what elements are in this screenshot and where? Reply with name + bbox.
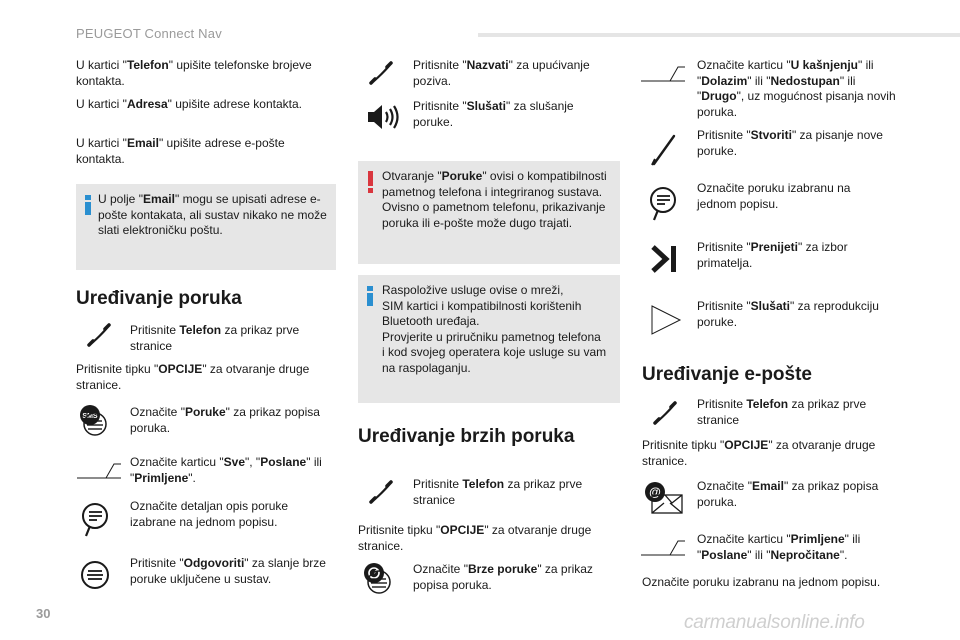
info-icon bbox=[84, 195, 93, 215]
step-call: Pritisnite "Nazvati" za upućivanje poziva. bbox=[413, 58, 590, 88]
step-play: Pritisnite "Slušati" za reprodukciju poruke. bbox=[697, 299, 879, 329]
svg-text:@: @ bbox=[649, 485, 661, 499]
step-reply: Pritisnite "Odgovoriti" za slanje brze poruke uključene u sustav. bbox=[130, 556, 326, 586]
info-box-services bbox=[358, 275, 620, 403]
warning-box-messages bbox=[358, 161, 620, 264]
page-number: 30 bbox=[36, 606, 51, 621]
paragraph-options-email: Pritisnite tipku "OPCIJE" za otvaranje druge stranice. bbox=[642, 438, 876, 468]
step-select-tab-late: Označite karticu "U kašnjenju" ili "Dolazim" ili "Nedostupan" ili "Drugo", uz mogućnost pisanja novih poruka. bbox=[697, 58, 896, 119]
step-create: Pritisnite "Stvoriti" za pisanje nove poruke. bbox=[697, 128, 883, 158]
message-detail-icon bbox=[648, 186, 678, 222]
header-rule bbox=[478, 33, 960, 37]
play-icon bbox=[650, 304, 682, 336]
speaker-icon bbox=[366, 103, 400, 131]
tab-outline-icon bbox=[76, 461, 122, 479]
step-select-message: Označite poruku izabranu na jednom popisu. bbox=[697, 181, 851, 211]
phone-handset-icon bbox=[86, 322, 112, 348]
header-title: PEUGEOT Connect Nav bbox=[76, 26, 222, 41]
svg-text:SMS: SMS bbox=[82, 413, 98, 420]
phone-handset-icon bbox=[368, 479, 394, 505]
step-select-tab-received: Označite karticu "Primljene" ili "Poslane" ili "Nepročitane". bbox=[697, 532, 861, 562]
step-select-tab-all: Označite karticu "Sve", "Poslane" ili "Primljene". bbox=[130, 455, 322, 485]
step-forward: Pritisnite "Prenijeti" za izbor primatelja. bbox=[697, 240, 848, 270]
paragraph-options-quick: Pritisnite tipku "OPCIJE" za otvaranje druge stranice. bbox=[358, 523, 592, 553]
step-listen: Pritisnite "Slušati" za slušanje poruke. bbox=[413, 99, 574, 129]
paragraph-email-tab: U kartici "Email" upišite adrese e-pošte kontakta. bbox=[76, 136, 285, 166]
sms-bubble-icon bbox=[78, 404, 108, 438]
tab-outline-icon bbox=[640, 538, 686, 556]
quick-message-icon bbox=[362, 562, 392, 596]
paragraph-address-tab: U kartici "Adresa" upišite adrese kontakta. bbox=[76, 97, 302, 111]
step-phone-first-page: Pritisnite Telefon za prikaz prve stranice bbox=[130, 323, 300, 353]
step-select-detail: Označite detaljan opis poruke izabrane na jednom popisu. bbox=[130, 499, 289, 529]
tab-outline-icon bbox=[640, 64, 686, 82]
phone-handset-icon bbox=[652, 400, 678, 426]
info-text-email: U polje "Email" mogu se upisati adrese e-pošte kontakata, ali sustav nikako ne može slati elektroničku poštu. bbox=[98, 192, 327, 237]
email-envelope-icon bbox=[644, 481, 684, 515]
info-icon bbox=[366, 286, 375, 306]
message-list-icon bbox=[80, 560, 110, 590]
forward-icon bbox=[650, 244, 680, 274]
step-select-quick-messages: Označite "Brze poruke" za prikaz popisa poruka. bbox=[413, 562, 593, 592]
paragraph-select-email: Označite poruku izabranu na jednom popisu. bbox=[642, 575, 881, 589]
warning-text: Otvaranje "Poruke" ovisi o kompatibilnosti pametnog telefona i integriranog sustava. Ovisno o pametnom telefonu, prikazivanje poruka ili e-pošte može dugo trajati. bbox=[382, 169, 607, 230]
warning-icon bbox=[367, 171, 374, 193]
paragraph-phone-tab: U kartici "Telefon" upišite telefonske brojeve kontakta. bbox=[76, 58, 312, 88]
heading-edit-messages: Uređivanje poruka bbox=[76, 288, 242, 309]
phone-handset-icon bbox=[368, 60, 394, 86]
step-phone-first-page-quick: Pritisnite Telefon za prikaz prve stranice bbox=[413, 477, 583, 507]
watermark: carmanualsonline.info bbox=[684, 612, 865, 633]
step-phone-first-page-email: Pritisnite Telefon za prikaz prve stranice bbox=[697, 397, 867, 427]
message-detail-icon bbox=[80, 502, 110, 538]
pencil-icon bbox=[650, 132, 680, 166]
info-box-email bbox=[76, 184, 336, 270]
heading-edit-email: Uređivanje e-pošte bbox=[642, 364, 812, 385]
heading-edit-quick-messages: Uređivanje brzih poruka bbox=[358, 426, 575, 447]
info-text-services: Raspoložive usluge ovise o mreži, SIM kartici i kompatibilnosti korištenih Bluetooth uređaja. Provjerite u priručniku pametnog telefona i kod svojeg operatera koje usluge su vam na raspolaganju. bbox=[382, 283, 607, 375]
step-select-messages: Označite "Poruke" za prikaz popisa poruka. bbox=[130, 405, 320, 435]
step-select-email: Označite "Email" za prikaz popisa poruka. bbox=[697, 479, 879, 509]
paragraph-options: Pritisnite tipku "OPCIJE" za otvaranje druge stranice. bbox=[76, 362, 310, 392]
